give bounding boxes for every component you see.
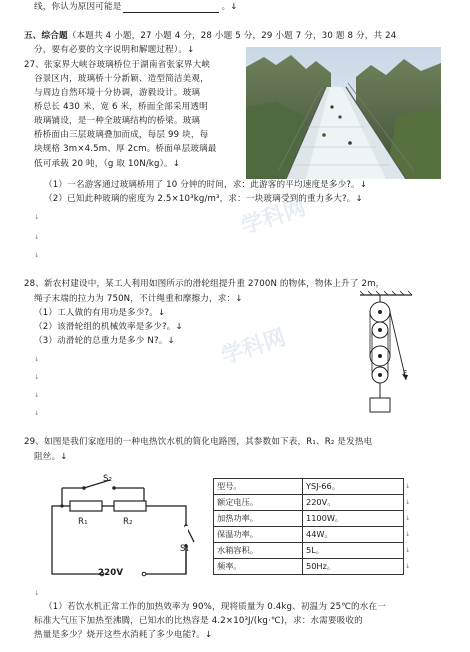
q27-line-3: 与周边自然环境十分协调，游毅设计。玻璃 xyxy=(34,88,201,98)
q27-sub-2: （2）已知此种玻璃的密度为 2.5×10³kg/m³，求：一块玻璃受到的重力多大?。↓ xyxy=(44,194,363,204)
table-row xyxy=(214,527,415,543)
q29-sub-1-line-2: 标准大气压下加热至沸腾，已知水的比热容是 4.2×10³J/(kg·℃)，求：水需要吸收的 xyxy=(34,616,363,626)
q28-sub-1: （1）工人做的有用功是多少?。↓ xyxy=(34,308,166,318)
q28-sub-2: （2）该滑轮组的机械效率是多少?。↓ xyxy=(34,322,183,332)
resistor-r2-label: R₂ xyxy=(123,517,133,527)
switch-s1-label: S₁ xyxy=(180,544,190,554)
row-end-mark: ↓ xyxy=(405,515,411,522)
table-cell: 1100W。 xyxy=(303,511,404,527)
row-end-mark: ↓ xyxy=(405,483,411,490)
row-end-mark: ↓ xyxy=(405,547,411,554)
q27-line-8: 低可承载 20 吨，（g 取 10N/kg）。↓ xyxy=(34,159,181,169)
q27-line-4: 桥总长 430 米、宽 6 米，桥面全部采用透明 xyxy=(34,102,208,112)
q29-sub-1-line-1: （1）若饮水机正常工作的加热效率为 90%，现将质量为 0.4kg、初温为 25℃的水在一 xyxy=(44,602,387,612)
para-mark: ↓ xyxy=(34,590,40,597)
q27-line-6: 桥桥面由三层玻璃叠加而成，每层 99 块，每 xyxy=(34,130,209,140)
q28-sub-3: （3）动滑轮的总重力是多少 N?。↓ xyxy=(34,336,175,346)
resistor-r1-label: R₁ xyxy=(78,517,88,527)
watermark: 学科网 xyxy=(218,325,289,370)
q29-sub-1-line-3: 热量是多少？烧开这些水消耗了多少电能?。↓ xyxy=(34,630,213,640)
voltage-label: 220V xyxy=(98,568,124,578)
row-end-mark: ↓ xyxy=(405,563,411,570)
section-title: 五、综合题 xyxy=(24,31,68,41)
pulley-diagram xyxy=(356,290,416,414)
section-desc-2: 分，要有必要的文字说明和解题过程）。↓ xyxy=(34,45,195,55)
table-cell: 5L。 xyxy=(303,543,404,559)
force-label: F xyxy=(403,369,408,377)
q27-line-7: 块规格 3m×4.5m、厚 2cm。桥面单层玻璃最 xyxy=(34,144,217,154)
para-mark: ↓ xyxy=(34,252,40,259)
table-row xyxy=(214,479,415,495)
spec-table xyxy=(213,478,415,575)
top-line-tail: 。↓ xyxy=(221,2,238,12)
q27-line-2: 谷景区内，玻璃桥十分新颖、造型简洁美观， xyxy=(34,74,209,84)
watermark: 学科网 xyxy=(238,195,309,240)
top-line-text: 线，你认为原因可能是 xyxy=(34,2,122,12)
table-cell: 额定电压。 xyxy=(214,495,303,511)
row-end-mark: ↓ xyxy=(405,531,411,538)
row-end-mark: ↓ xyxy=(405,499,411,506)
table-cell: 频率。 xyxy=(214,559,303,575)
table-cell: 型号。 xyxy=(214,479,303,495)
para-mark: ↓ xyxy=(34,392,40,399)
q28-line-2: 绳子末端的拉力为 750N，不计绳重和摩擦力，求：↓ xyxy=(34,294,243,304)
q27-sub-1: （1）一名游客通过玻璃桥用了 10 分钟的时间，求：此游客的平均速度是多少?。↓ xyxy=(44,180,368,190)
para-mark: ↓ xyxy=(34,410,40,417)
section-desc: （本题共 4 小题，27 小题 4 分，28 小题 5 分，29 小题 7 分，30 题 8 分，共 24 xyxy=(67,31,397,41)
table-row xyxy=(214,543,415,559)
table-cell: 220V。 xyxy=(303,495,404,511)
q28-line-1: 28、新农村建设中，某工人利用如图所示的滑轮组提升重 2700N 的物体，物体上升了 2m， xyxy=(24,279,385,289)
q27-line-5: 玻璃铺设，是一种全玻璃结构的桥梁。玻璃 xyxy=(34,116,201,126)
table-cell: 50Hz。 xyxy=(303,559,404,575)
table-cell: 44W。 xyxy=(303,527,404,543)
glass-bridge-photo xyxy=(246,47,441,179)
para-mark: ↓ xyxy=(34,374,40,381)
para-mark: ↓ xyxy=(34,356,40,363)
table-cell: 水箱容积。 xyxy=(214,543,303,559)
table-cell: 保温功率。 xyxy=(214,527,303,543)
q29-line-1: 29、如图是我们家庭用的一种电热饮水机的简化电路图，其参数如下表，R₁、R₂ 是发热电 xyxy=(24,437,373,447)
switch-s2-label: S₂ xyxy=(103,474,113,484)
section-heading xyxy=(24,31,396,42)
answer-blank xyxy=(123,3,219,13)
table-row xyxy=(214,511,415,527)
para-mark: ↓ xyxy=(34,234,40,241)
q27-line-1: 27、张家界大峡谷玻璃桥位于湖南省张家界大峡 xyxy=(24,60,211,70)
para-mark: ↓ xyxy=(34,214,40,221)
table-cell: YSJ-66。 xyxy=(303,479,404,495)
table-row xyxy=(214,559,415,575)
q29-line-2: 阻丝。↓ xyxy=(34,452,68,462)
table-row xyxy=(214,495,415,511)
table-cell: 加热功率。 xyxy=(214,511,303,527)
top-line xyxy=(34,2,238,13)
